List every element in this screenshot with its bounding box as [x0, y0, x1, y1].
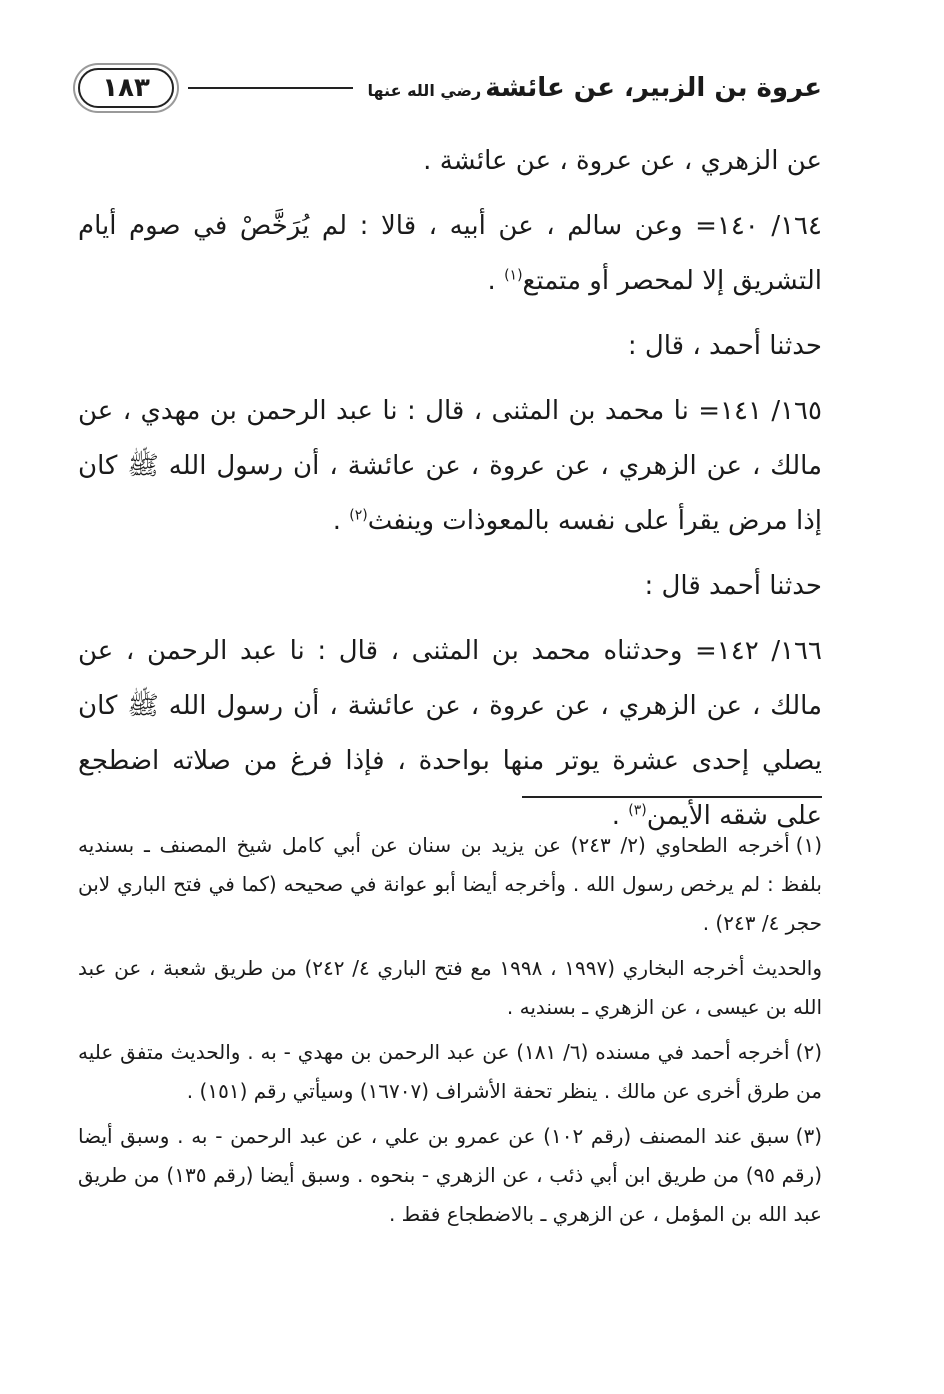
running-title	[367, 73, 822, 103]
footnote-3	[78, 1117, 822, 1234]
footnote-1-continued-text: والحديث أخرجه البخاري (١٩٩٧ ، ١٩٩٨ مع فتح الباري ٤/ ٢٤٢) من طريق شعبة ، عن عبد الله بن عيسى ، عن الزهري ـ بسنديه .	[78, 956, 823, 1019]
header-rule	[188, 87, 353, 89]
footnote-divider	[522, 796, 822, 798]
hadith-165-text: ١٦٥/ ١٤١= نا محمد بن المثنى ، قال : نا عبد الرحمن بن مهدي ، عن مالك ، عن الزهري ، عن عروة ، عن عائشة ، أن رسول الله ﷺ كان إذا مرض يقرأ على نفسه بالمعوذات وينفث	[78, 396, 822, 536]
honorific: رضي الله عنها	[367, 81, 482, 100]
hadith-165-end: .	[332, 506, 350, 536]
hadith-165	[78, 384, 822, 549]
footnote-ref-2: (٢)	[349, 507, 368, 524]
hadith-164	[78, 199, 822, 309]
page-number: ١٨٣	[78, 68, 174, 108]
footnote-ref-1: (١)	[504, 267, 523, 284]
footnote-2	[78, 1033, 822, 1111]
main-text	[78, 134, 822, 844]
footnote-1	[78, 826, 822, 943]
footnote-2-text: أخرجه أحمد في مسنده (٦/ ١٨١) عن عبد الرحمن بن مهدي - به . والحديث متفق عليه من طرق أخرى عن مالك . ينظر تحفة الأشراف (١٦٧٠٧) وسيأتي رقم (١٥١) .	[78, 1040, 822, 1103]
footnote-3-text: سبق عند المصنف (رقم ١٠٢) عن عمرو بن علي ، عن عبد الرحمن - به . وسبق أيضا (رقم ٩٥) من طريق ابن أبي ذئب ، عن الزهري - بنحوه . وسبق أيضا (رقم ١٣٥) من طريق عبد الله بن المؤمل ، عن الزهري ـ بالاضطجاع فقط .	[78, 1124, 822, 1226]
footnote-3-mark: (٣)	[795, 1124, 822, 1148]
hadith-166	[78, 624, 822, 844]
narrator-line-1-text: حدثنا أحمد ، قال :	[627, 331, 822, 361]
footnote-1-text: أخرجه الطحاوي (٢/ ٢٤٣) عن يزيد بن سنان عن أبي كامل شيخ المصنف ـ بسنديه بلفظ : لم يرخص رسول الله . وأخرجه أيضا أبو عوانة في صحيحه (كما في فتح الباري لابن حجر ٤/ ٢٤٣) .	[78, 833, 822, 935]
hadith-166-text: ١٦٦/ ١٤٢= وحدثناه محمد بن المثنى ، قال : نا عبد الرحمن ، عن مالك ، عن الزهري ، عن عروة ، عن عائشة ، أن رسول الله ﷺ كان يصلي إحدى عشرة يوتر منها بواحدة ، فإذا فرغ من صلاته اضطجع على شقه الأيمن	[78, 636, 822, 831]
narrator-line-1	[78, 319, 822, 374]
hadith-164-text: ١٦٤/ ١٤٠= وعن سالم ، عن أبيه ، قالا : لم يُرَخَّصْ في صوم أيام التشريق إلا لمحصر أو متمتع	[78, 211, 822, 296]
footnote-ref-3: (٣)	[628, 802, 647, 819]
hadith-164-end: .	[487, 266, 505, 296]
footnote-1-mark: (١)	[795, 833, 822, 857]
running-title-text: عروة بن الزبير، عن عائشة	[485, 73, 822, 103]
paragraph-1-text: عن الزهري ، عن عروة ، عن عائشة .	[423, 146, 822, 176]
narrator-line-2-text: حدثنا أحمد قال :	[644, 571, 822, 601]
hadith-166-end: .	[611, 801, 629, 831]
page-header	[78, 62, 822, 114]
footnotes	[78, 826, 822, 1240]
footnote-2-mark: (٢)	[795, 1040, 822, 1064]
narrator-line-2	[78, 559, 822, 614]
footnote-1-continued	[78, 949, 822, 1027]
paragraph-1	[78, 134, 822, 189]
